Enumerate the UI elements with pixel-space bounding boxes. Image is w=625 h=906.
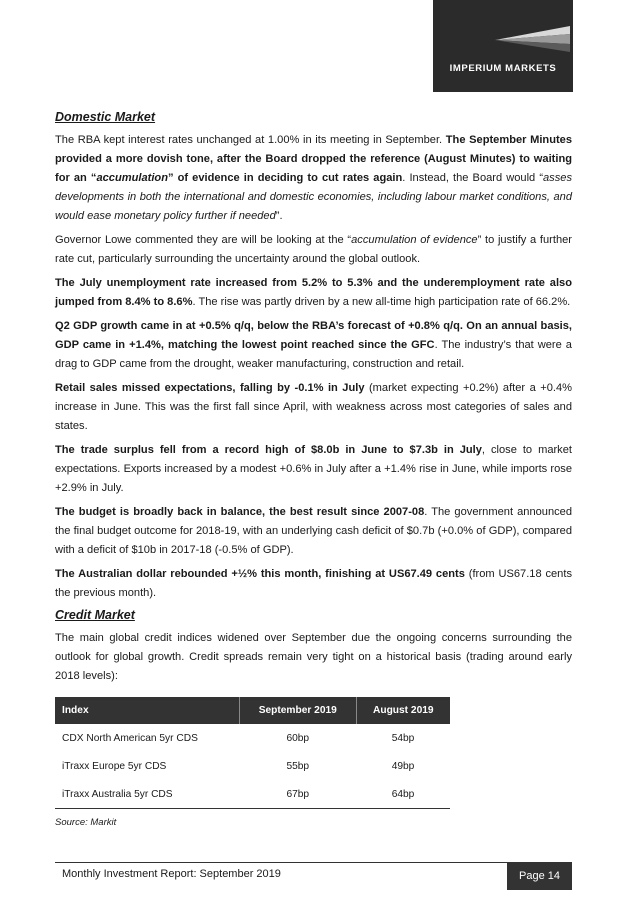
text-run: accumulation of evidence [351, 234, 478, 246]
text-run: The July unemployment rate increased from 5.2% to 5.3% and the underemployment rate also jumped from 8.4% to 8.6% [55, 277, 572, 308]
text-run: ”. [275, 210, 283, 222]
page-number-label: Page 14 [519, 870, 560, 882]
table-cell-index: CDX North American 5yr CDS [62, 732, 198, 744]
table-row [55, 752, 450, 780]
text-run: . Instead, the Board would “ [402, 172, 544, 184]
table-header-row [55, 697, 450, 724]
credit-table-wrapper [55, 691, 450, 809]
logo-mark-icon [495, 22, 575, 56]
table-cell-september: 67bp [286, 788, 310, 800]
text-run: The Australian dollar rebounded +½% this month, finishing at US67.49 cents [55, 568, 465, 580]
text-run: ” to justify a further rate cut, particularly surrounding the uncertainty around the global outlook. [55, 234, 572, 265]
domestic-paragraph-lowe [55, 231, 572, 269]
table-cell-august: 54bp [391, 732, 415, 744]
table-source-note: Source: Markit [55, 817, 117, 828]
text-run: accumulation [96, 172, 168, 184]
text-run: . The rise was partly driven by a new all-time high participation rate of 66.2%. [192, 296, 571, 308]
text-run: The main global credit indices widened over September due the ongoing concerns surrounding the outlook for global growth. Credit spreads remain very tight on a historical basis (trading around early 2018 levels): [55, 632, 572, 682]
domestic-market-heading: Domestic Market [55, 110, 156, 124]
text-run: (market expecting +0.2%) after a +0.4% increase in June. This was the first fall since April, with weakness across most categories of sales and states. [55, 382, 572, 432]
page-number-badge [507, 862, 572, 890]
text-run: Q2 GDP growth came in at +0.5% q/q, below the RBA’s forecast of +0.8% q/q. On an annual basis, GDP came in +1.4%, matching the lowest point reached since the GFC [55, 320, 572, 351]
text-run: Retail sales missed expectations, falling by -0.1% in July [55, 382, 365, 394]
text-run: The RBA kept interest rates unchanged at 1.00% in its meeting in September. [55, 134, 446, 146]
table-cell-index: iTraxx Europe 5yr CDS [62, 760, 167, 772]
table-cell-september: 55bp [286, 760, 310, 772]
text-run: The trade surplus fell from a record high of $8.0b in June to $7.3b in July [55, 444, 482, 456]
text-run: . The industry’s that were a drag to GDP came from the drought, weaker manufacturing, construction and retail. [55, 339, 572, 370]
table-header-index: Index [55, 697, 240, 724]
domestic-paragraph-budget [55, 503, 572, 560]
credit-market-heading: Credit Market [55, 608, 135, 622]
logo-text: IMPERIUM MARKETS [449, 63, 557, 74]
text-run: asses developments in both the international and domestic economies, including labour market conditions, and would ease monetary policy further if needed [55, 172, 572, 222]
table-row [55, 780, 450, 808]
table-header-august: August 2019 [356, 697, 450, 724]
text-run: ” of evidence in deciding to cut rates again [167, 172, 403, 184]
text-run: (from US67.18 cents the previous month). [55, 568, 572, 599]
credit-paragraph [55, 629, 572, 686]
text-run: Governor Lowe commented they are will be looking at the “ [55, 234, 352, 246]
domestic-paragraph-trade [55, 441, 572, 498]
company-logo [433, 0, 573, 92]
domestic-paragraph-retail [55, 379, 572, 436]
domestic-paragraph-unemployment [55, 274, 572, 312]
domestic-paragraph-aud [55, 565, 572, 603]
text-run: The September Minutes provided a more dovish tone, after the Board dropped the reference (August Minutes) to waiting for an “ [55, 134, 573, 184]
table-cell-september: 60bp [286, 732, 310, 744]
table-row [55, 724, 450, 752]
table-cell-august: 64bp [391, 788, 415, 800]
text-run: The budget is broadly back in balance, the best result since 2007-08 [55, 506, 425, 518]
table-cell-august: 49bp [391, 760, 415, 772]
report-body [55, 110, 572, 828]
text-run: , close to market expectations. Exports increased by a modest +0.6% in July after a +1.4% rise in June, while imports rose +2.9% in July. [55, 444, 572, 494]
credit-indices-table [55, 697, 450, 808]
text-run: . The government announced the final budget outcome for 2018-19, with an underlying cash deficit of $0.7b (+0.0% of GDP), compared with a deficit of $10b in 2017-18 (-0.5% of GDP). [55, 506, 573, 556]
table-cell-index: iTraxx Australia 5yr CDS [62, 788, 173, 800]
domestic-paragraph-rba [55, 131, 572, 226]
domestic-paragraph-gdp [55, 317, 572, 374]
footer-report-title: Monthly Investment Report: September 2019 [62, 868, 281, 880]
table-header-september: September 2019 [240, 697, 357, 724]
footer-divider [55, 862, 572, 863]
